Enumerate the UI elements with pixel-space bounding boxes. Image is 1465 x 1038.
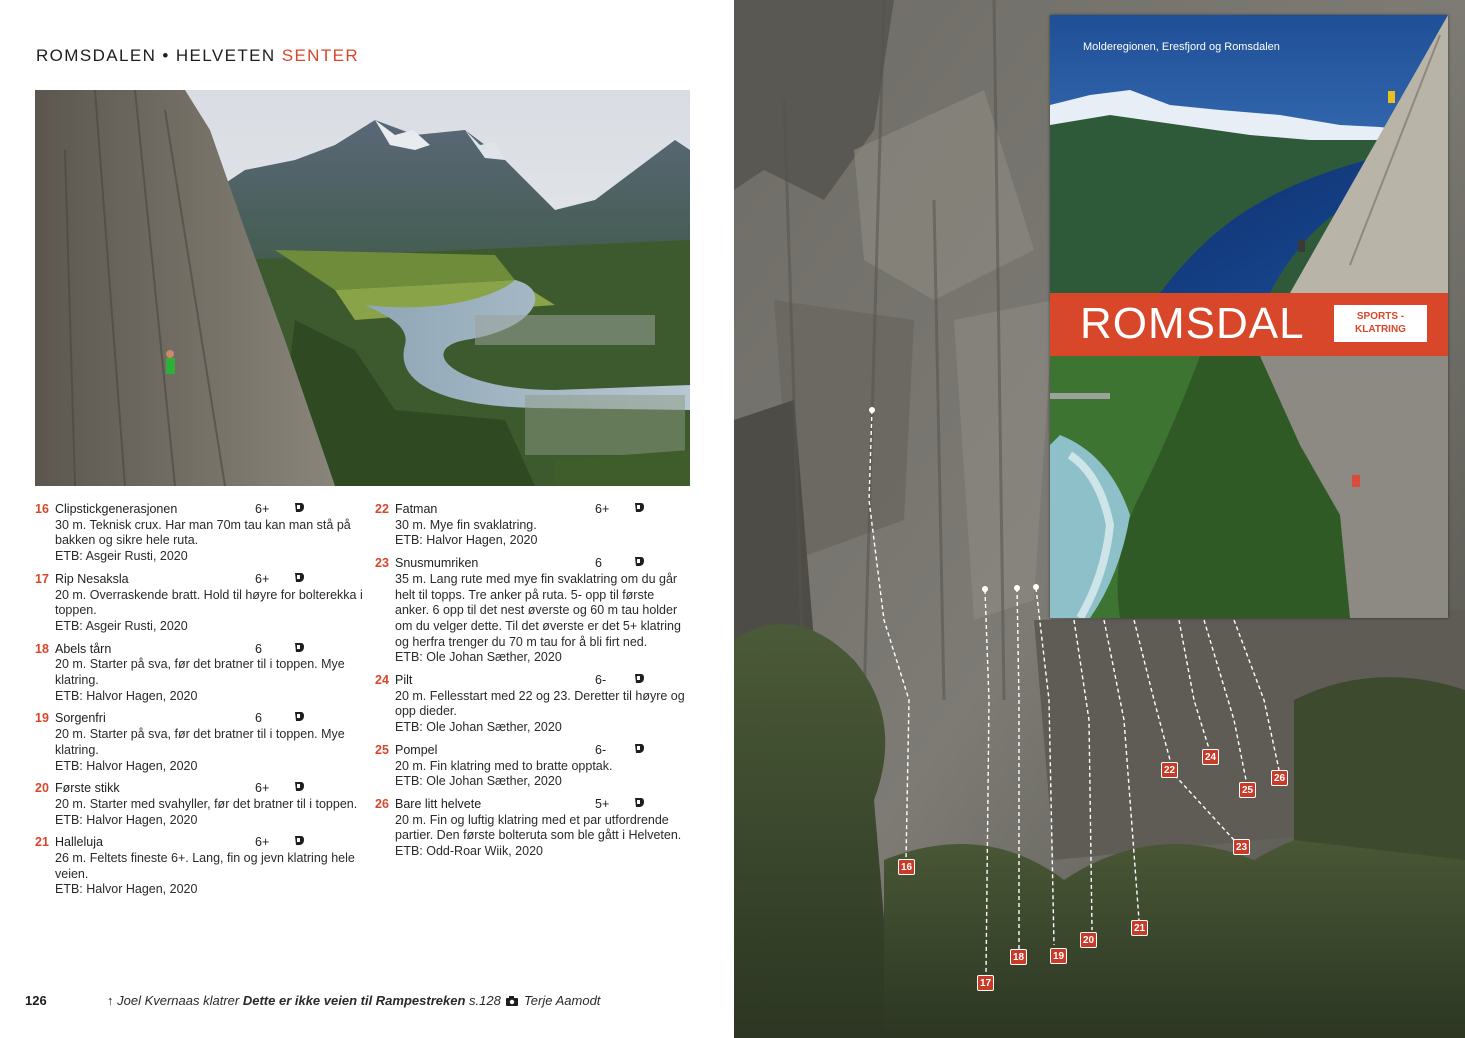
route-description: 30 m. Mye fin svaklatring. [395, 517, 537, 532]
route-etb: ETB: Odd-Roar Wiik, 2020 [395, 844, 543, 859]
route-entry [375, 797, 690, 860]
route-entry [35, 502, 365, 565]
route-entry [35, 572, 365, 635]
quickdraw-icon [293, 642, 305, 653]
route-grade: 6+ [255, 502, 270, 516]
guidebook-cover [1050, 15, 1448, 618]
caption-route: Dette er ikke veien til Rampestreken [242, 993, 466, 1008]
route-etb: ETB: Halvor Hagen, 2020 [55, 688, 198, 703]
route-grade: 6+ [255, 835, 270, 850]
route-number: 18 [35, 641, 49, 656]
route-grade: 5+ [595, 796, 610, 811]
camera-icon [506, 996, 518, 1006]
route-etb: ETB: Halvor Hagen, 2020 [55, 812, 198, 827]
route-description: 20 m. Starter på sva, før det bratner til i toppen. Mye klatring. [55, 657, 345, 688]
cover-subtitle: Molderegionen, Eresfjord og Romsdalen [1083, 41, 1280, 53]
topo-badge-21: 21 [1131, 920, 1148, 936]
topo-badge-26: 26 [1271, 770, 1288, 786]
route-number: 22 [375, 502, 389, 516]
caption-prefix: ↑ Joel Kvernaas klatrer [107, 993, 243, 1008]
route-number: 23 [375, 556, 389, 571]
route-etb: ETB: Ole Johan Sæther, 2020 [395, 720, 562, 735]
route-description: 20 m. Fin og luftig klatring med et par utfordrende partier. Den første bolteruta som ble gått i Helveten. [395, 812, 682, 843]
route-entry [375, 743, 690, 790]
cover-tag [1334, 305, 1427, 342]
caption-credit: Terje Aamodt [520, 993, 601, 1008]
climber-figure [166, 358, 175, 374]
route-number: 26 [375, 796, 389, 811]
route-name: Halleluja [55, 835, 103, 850]
route-name: Pilt [395, 673, 413, 688]
route-description: 20 m. Fin klatring med to bratte opptak. [395, 758, 613, 773]
route-description: 20 m. Overraskende bratt. Hold til høyre for bolterekka i toppen. [55, 587, 363, 618]
route-name: Bare litt helvete [395, 796, 482, 811]
route-entry [35, 711, 365, 774]
route-grade: 6+ [255, 571, 270, 586]
route-description: 35 m. Lang rute med mye fin svaklatring om du går helt til topps. Tre anker på ruta. 5- opp til første anker. 6 opp til det nest øverste og 60 m tau holder om du velger dette. Til det øverste er det 5+ klatring og herfra trenger du 70 m tau for å bli firt ned. [395, 571, 681, 649]
quickdraw-icon [633, 502, 645, 513]
route-number: 19 [35, 711, 49, 726]
cover-tag-line2: KLATRING [1355, 324, 1406, 335]
hero-photo [35, 90, 690, 486]
route-grade: 6 [255, 711, 262, 726]
topo-badge-18: 18 [1010, 949, 1027, 965]
route-entry [35, 642, 365, 705]
route-entry [35, 835, 365, 898]
route-entry [375, 673, 690, 736]
route-name: Pompel [395, 742, 438, 757]
route-number: 21 [35, 835, 49, 850]
route-grade: 6 [255, 641, 262, 656]
route-grade: 6 [595, 556, 602, 571]
route-etb: ETB: Halvor Hagen, 2020 [55, 882, 198, 897]
route-name: Clipstickgenerasjonen [55, 502, 178, 516]
route-number: 20 [35, 781, 49, 796]
quickdraw-icon [293, 711, 305, 722]
route-grade: 6+ [595, 502, 610, 516]
quickdraw-icon [633, 743, 645, 754]
route-list-left [35, 502, 365, 905]
topo-badge-20: 20 [1080, 932, 1097, 948]
route-entry [375, 556, 690, 666]
route-list-right [375, 502, 690, 867]
route-etb: ETB: Halvor Hagen, 2020 [395, 533, 538, 548]
route-name: Sorgenfri [55, 711, 106, 726]
route-etb: ETB: Asgeir Rusti, 2020 [55, 549, 188, 564]
route-name: Rip Nesaksla [55, 571, 129, 586]
quickdraw-icon [633, 797, 645, 808]
route-etb: ETB: Halvor Hagen, 2020 [55, 758, 198, 773]
right-page-topo [734, 0, 1465, 1038]
route-description: 20 m. Starter på sva, før det bratner til i toppen. Mye klatring. [55, 727, 345, 757]
route-etb: ETB: Ole Johan Sæther, 2020 [395, 774, 562, 789]
photo-caption [107, 993, 600, 1008]
route-etb: ETB: Asgeir Rusti, 2020 [55, 618, 188, 633]
header-accent: SENTER [281, 46, 360, 65]
route-number: 16 [35, 502, 49, 516]
cover-title-band [1050, 293, 1448, 356]
header-prefix: ROMSDALEN • HELVETEN [36, 46, 276, 65]
quickdraw-icon [293, 835, 305, 846]
section-header [36, 46, 359, 66]
route-entry [35, 781, 365, 828]
route-description: 20 m. Starter med svahyller, før det bratner til i toppen. [55, 796, 358, 811]
route-description: 20 m. Fellesstart med 22 og 23. Deretter til høyre og opp dieder. [395, 688, 685, 719]
route-name: Abels tårn [55, 641, 112, 656]
route-name: Fatman [395, 502, 438, 516]
topo-badge-19: 19 [1050, 948, 1067, 964]
route-number: 24 [375, 673, 389, 688]
topo-badge-22: 22 [1161, 762, 1178, 778]
caption-page-ref: s.128 [465, 993, 505, 1008]
cover-tag-line1: SPORTS - [1356, 311, 1405, 322]
route-grade: 6- [595, 742, 607, 757]
quickdraw-icon [633, 673, 645, 684]
topo-badge-25: 25 [1239, 782, 1256, 798]
quickdraw-icon [293, 572, 305, 583]
topo-badge-23: 23 [1233, 839, 1250, 855]
quickdraw-icon [293, 781, 305, 792]
route-name: Første stikk [55, 781, 120, 796]
topo-badge-16: 16 [898, 859, 915, 875]
valley-landscape-image [35, 90, 690, 486]
route-etb: ETB: Ole Johan Sæther, 2020 [395, 650, 562, 665]
quickdraw-icon [633, 556, 645, 567]
page-number: 126 [25, 993, 47, 1008]
route-number: 25 [375, 742, 389, 757]
cover-title: ROMSDAL [1080, 299, 1305, 348]
topo-badge-24: 24 [1202, 749, 1219, 765]
route-grade: 6+ [255, 781, 270, 796]
route-name: Snusmumriken [395, 556, 479, 571]
route-entry [375, 502, 690, 549]
route-number: 17 [35, 571, 49, 586]
topo-badge-17: 17 [977, 975, 994, 991]
route-description: 30 m. Teknisk crux. Har man 70m tau kan man stå på bakken og sikre hele ruta. [55, 517, 351, 548]
quickdraw-icon [293, 502, 305, 513]
route-description: 26 m. Feltets fineste 6+. Lang, fin og jevn klatring hele veien. [55, 851, 355, 881]
route-grade: 6- [595, 673, 607, 688]
